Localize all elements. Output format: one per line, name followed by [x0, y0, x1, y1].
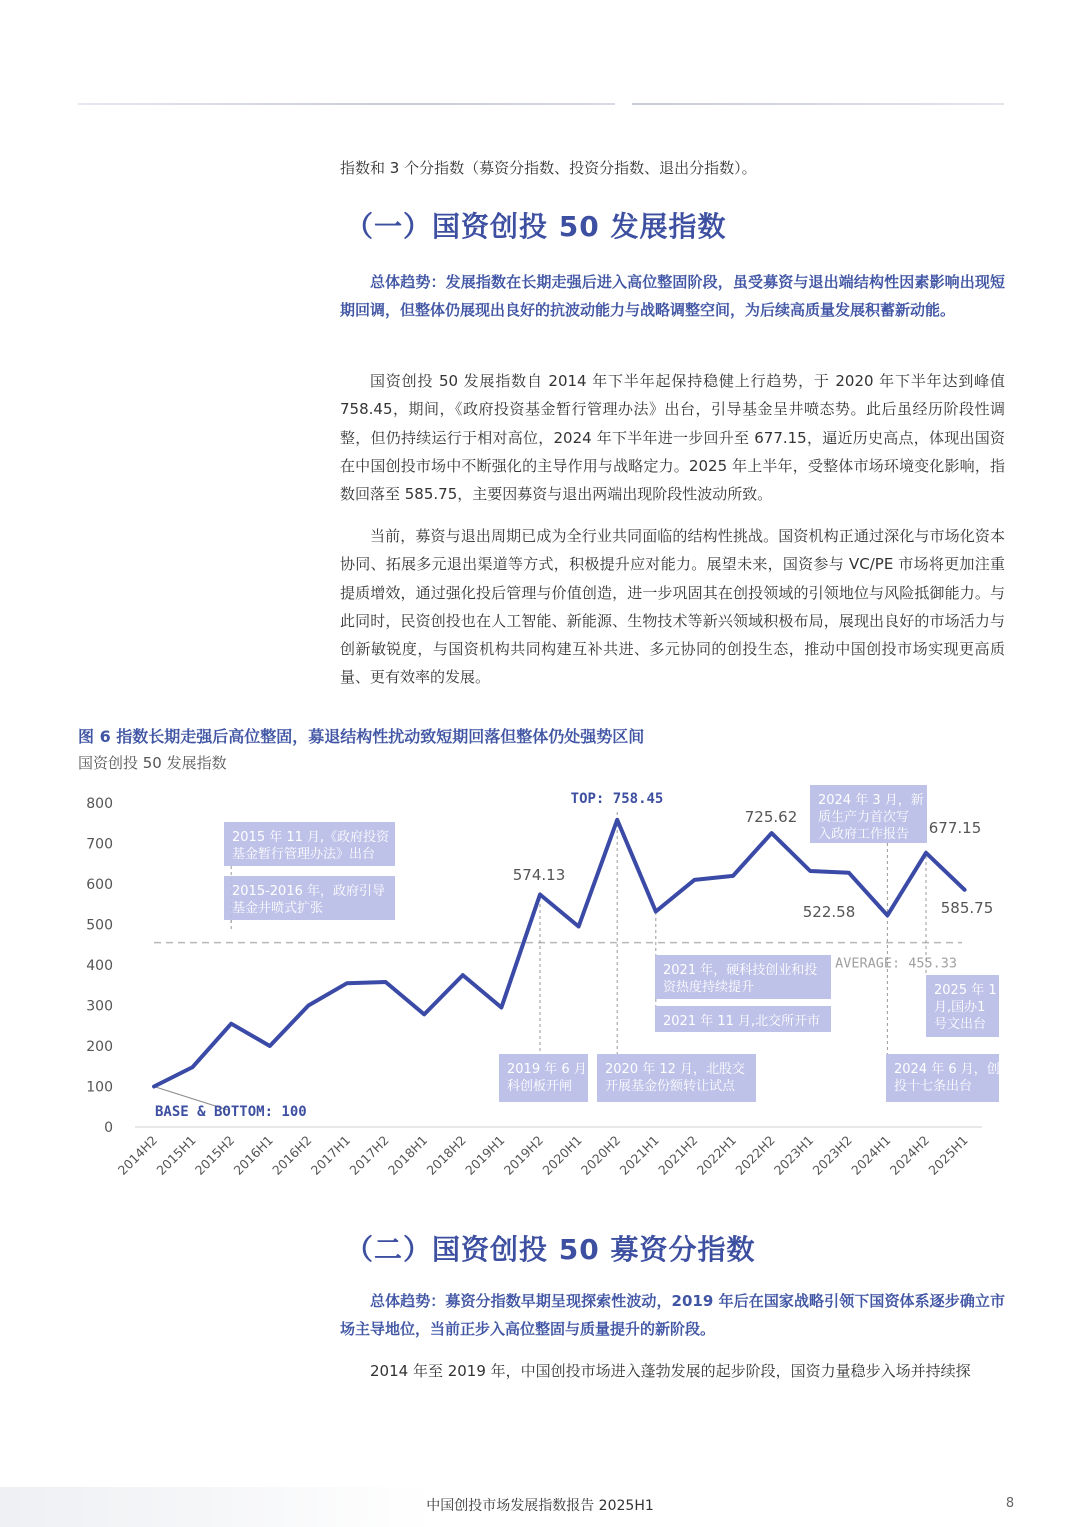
- x-tick-label: 2023H1: [770, 1132, 817, 1178]
- annotation-text: 科创板开闸: [507, 1079, 573, 1094]
- x-tick-label: 2023H2: [809, 1132, 855, 1178]
- x-tick-label: 2017H2: [346, 1132, 392, 1178]
- section1-para2: 当前，募资与退出周期已成为全行业共同面临的结构性挑战。国资机构正通过深化与市场化资本协同、拓展多元退出渠道等方式，积极提升应对能力。展望未来，国资参与 VC/PE 市场将更加注重提质增效，通过强化投后管理与价值创造，进一步巩固其在创投领域的引领地位与风险抵御能力。与此同时，民资创投也在人工智能、新能源、生物技术等新兴领域积极布局，展现出良好的市场活力与创新敏锐度，与国资机构共同构建互补共进、多元协同的创投生态，推动中国创投市场实现更高质量、更有效率的发展。: [340, 527, 1005, 687]
- header-rule-left: [78, 103, 615, 105]
- x-tick-label: 2015H2: [191, 1132, 238, 1178]
- point-label: 574.13: [512, 866, 566, 884]
- y-tick-label: 400: [86, 958, 113, 974]
- x-tick-label: 2014H2: [114, 1132, 161, 1178]
- section1-para1: 国资创投 50 发展指数自 2014 年下半年起保持稳健上行趋势，于 2020 年下半年达到峰值 758.45，期间，《政府投资基金暂行管理办法》出台，引导基金呈井喷态势。此后虽经历阶段性调整，但仍持续运行于相对高位，2024 年下半年进一步回升至 677.15，逼近历史高点，体现出国资在中国创投市场中不断强化的主导作用与战略定力。2025 年上半年，受整体市场环境变化影响，指数回落至 585.75，主要因募资与退出两端出现阶段性波动所致。: [340, 372, 1005, 504]
- x-tick-label: 2021H1: [616, 1132, 662, 1178]
- annotation-text: 月,国办1: [934, 1000, 986, 1015]
- y-tick-label: 300: [86, 998, 113, 1015]
- point-label: 677.15: [928, 819, 982, 837]
- x-tick-label: 2016H2: [269, 1132, 315, 1178]
- figure-subtitle: 国资创投 50 发展指数: [78, 754, 227, 772]
- intro-line: 指数和 3 个分指数（募资分指数、投资分指数、退出分指数）。: [340, 159, 757, 177]
- figure-title: 图 6 指数长期走强后高位整固，募退结构性扰动致短期回落但整体仍处强势区间: [78, 727, 645, 746]
- x-tick-label: 2025H1: [925, 1132, 971, 1178]
- x-tick-label: 2019H2: [500, 1132, 547, 1178]
- section1-trend: 总体趋势：发展指数在长期走强后进入高位整固阶段，虽受募资与退出端结构性因素影响出现短期回调，但整体仍展现出良好的抗波动能力与战略调整空间，为后续高质量发展积蓄新动能。: [340, 273, 1005, 320]
- annotation-text: 入政府工作报告: [818, 827, 910, 842]
- annotation-text: 质生产力首次写: [818, 810, 910, 825]
- annotation-text: 资热度持续提升: [663, 980, 755, 995]
- average-label: AVERAGE: 455.33: [835, 955, 957, 972]
- x-tick-label: 2022H2: [732, 1132, 778, 1178]
- annotation-text: 2024 年 3 月，新: [818, 793, 924, 808]
- annotation-text: 开展基金份额转让试点: [605, 1079, 736, 1094]
- x-tick-label: 2017H1: [307, 1132, 354, 1178]
- header-rule-right: [632, 103, 1004, 105]
- x-tick-label: 2018H1: [384, 1132, 431, 1178]
- point-label: TOP: 758.45: [570, 791, 664, 807]
- point-label: 585.75: [940, 899, 994, 917]
- annotation-text: 基金暂行管理办法》出台: [232, 847, 376, 862]
- page-number: 8: [1005, 1496, 1015, 1511]
- section2-trend: 总体趋势：募资分指数早期呈现探索性波动，2019 年后在国家战略引领下国资体系逐步确立市场主导地位，当前正步入高位整固与质量提升的新阶段。: [340, 1292, 1005, 1339]
- x-tick-label: 2019H1: [462, 1132, 508, 1178]
- x-tick-label: 2021H2: [655, 1132, 701, 1178]
- x-tick-label: 2020H2: [577, 1132, 624, 1178]
- annotation-text: 2021 年，硬科技创业和投: [663, 963, 818, 978]
- annotation-text: 2021 年 11 月,北交所开市: [663, 1014, 821, 1029]
- section2-para1: 2014 年至 2019 年，中国创投市场进入蓬勃发展的起步阶段，国资力量稳步入场并持续探: [370, 1362, 971, 1380]
- annotation-text: 2024 年 6 月，创: [894, 1062, 1000, 1077]
- x-tick-label: 2015H1: [153, 1132, 199, 1178]
- index-line-chart: [0, 780, 1080, 1200]
- annotation-text: 基金井喷式扩张: [232, 901, 324, 916]
- y-tick-label: 200: [86, 1039, 113, 1055]
- annotation-text: 2015-2016 年，政府引导: [232, 884, 385, 899]
- annotation-text: 2025 年 1: [934, 983, 997, 998]
- y-tick-label: 700: [86, 836, 113, 853]
- annotation-text: 号文出台: [934, 1017, 987, 1032]
- y-tick-label: 600: [86, 877, 113, 893]
- y-tick-label: 500: [86, 917, 113, 934]
- annotation-text: 2020 年 12 月，北股交: [605, 1062, 746, 1077]
- x-tick-label: 2022H1: [693, 1132, 740, 1178]
- section1-heading: （一）国资创投 50 发展指数: [345, 210, 727, 243]
- annotation-text: 2015 年 11 月,《政府投资: [232, 830, 390, 845]
- y-tick-label: 800: [86, 796, 113, 812]
- y-tick-label: 0: [104, 1120, 113, 1136]
- x-tick-label: 2016H1: [230, 1132, 276, 1178]
- annotation-text: 2019 年 6 月,: [507, 1062, 591, 1077]
- x-tick-label: 2018H2: [423, 1132, 469, 1178]
- section2-heading: （二）国资创投 50 募资分指数: [345, 1233, 756, 1266]
- point-label: BASE & BOTTOM: 100: [155, 1104, 307, 1120]
- footer-title: 中国创投市场发展指数报告 2025H1: [426, 1498, 654, 1514]
- annotation-text: 投十七条出台: [894, 1079, 973, 1094]
- point-label: 522.58: [802, 903, 856, 921]
- x-tick-label: 2024H2: [886, 1132, 933, 1178]
- x-tick-label: 2024H1: [848, 1132, 894, 1178]
- x-tick-label: 2020H1: [539, 1132, 585, 1178]
- point-label: 725.62: [744, 808, 798, 826]
- y-tick-label: 100: [86, 1079, 113, 1096]
